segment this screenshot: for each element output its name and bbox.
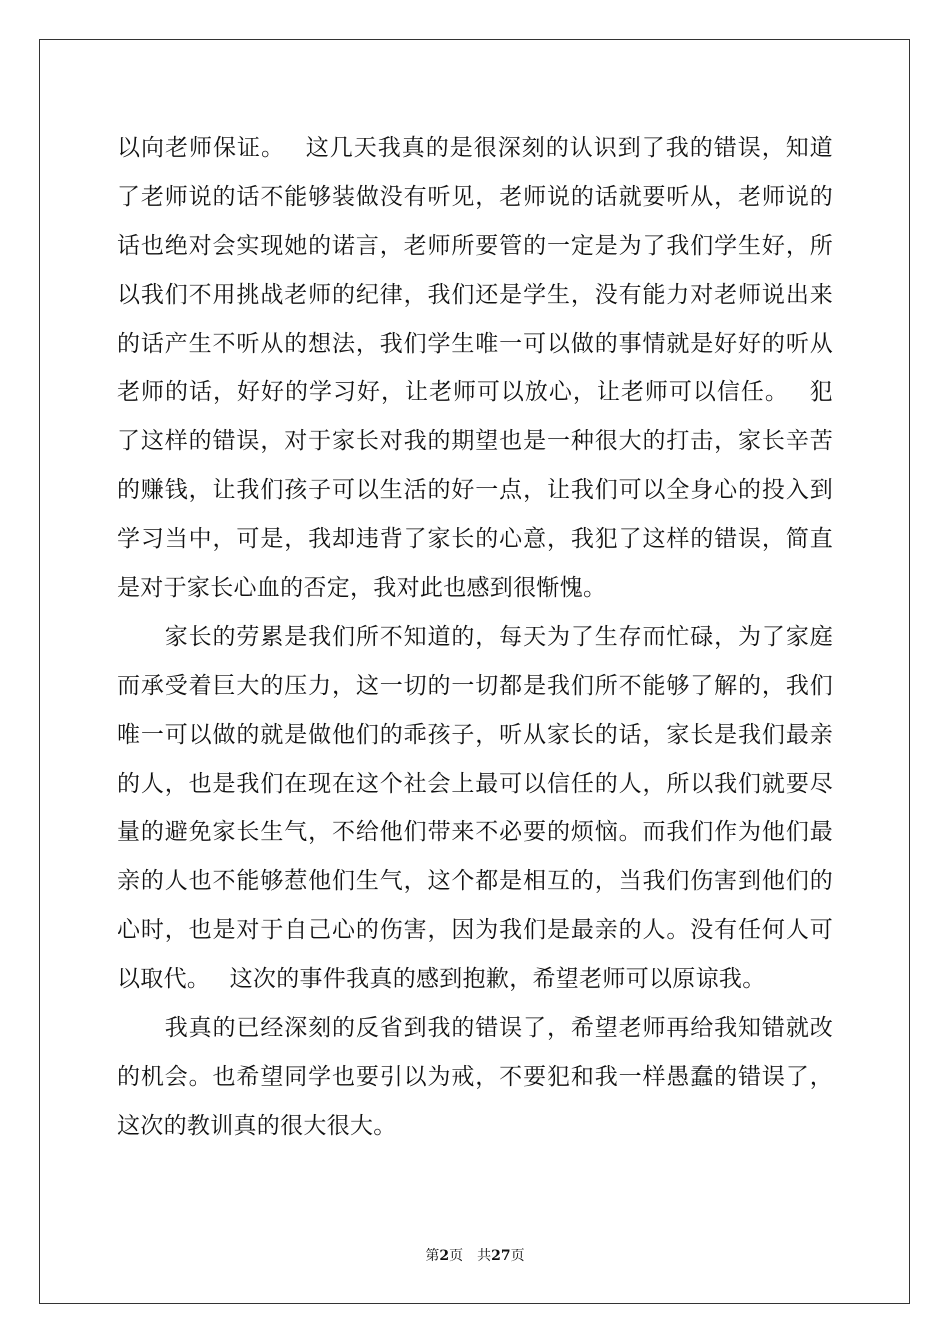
text-line: 了老师说的话不能够装做没有听见，老师说的话就要听从，老师说的 bbox=[117, 183, 833, 210]
text-line: 老师的话，好好的学习好，让老师可以放心，让老师可以信任。 犯 bbox=[117, 379, 833, 406]
text-line: 以我们不用挑战老师的纪律，我们还是学生，没有能力对老师说出来 bbox=[117, 281, 833, 308]
text-line: 了这样的错误，对于家长对我的期望也是一种很大的打击，家长辛苦 bbox=[117, 428, 833, 455]
page-suffix: 页 bbox=[449, 1248, 464, 1264]
text-line: 家长的劳累是我们所不知道的，每天为了生存而忙碌，为了家庭 bbox=[117, 623, 833, 650]
total-pages: 27 bbox=[491, 1248, 511, 1264]
text-line: 以取代。 这次的事件我真的感到抱歉，希望老师可以原谅我。 bbox=[117, 966, 766, 993]
text-line: 的话产生不听从的想法，我们学生唯一可以做的事情就是好好的听从 bbox=[117, 330, 833, 357]
text-line: 而承受着巨大的压力，这一切的一切都是我们所不能够了解的，我们 bbox=[117, 672, 833, 699]
page-footer bbox=[0, 1246, 950, 1266]
text-line: 唯一可以做的就是做他们的乖孩子，听从家长的话，家长是我们最亲 bbox=[117, 721, 833, 748]
text-line: 话也绝对会实现她的诺言，老师所要管的一定是为了我们学生好，所 bbox=[117, 232, 833, 259]
text-line: 以向老师保证。 这几天我真的是很深刻的认识到了我的错误，知道 bbox=[117, 135, 833, 161]
document-body bbox=[117, 124, 833, 1151]
total-prefix: 共 bbox=[477, 1248, 492, 1264]
text-line: 亲的人也不能够惹他们生气，这个都是相互的，当我们伤害到他们的 bbox=[117, 868, 833, 895]
text-line: 的赚钱，让我们孩子可以生活的好一点，让我们可以全身心的投入到 bbox=[117, 477, 833, 504]
text-line: 学习当中，可是，我却违背了家长的心意，我犯了这样的错误，简直 bbox=[117, 526, 833, 553]
text-line: 量的避免家长生气，不给他们带来不必要的烦恼。而我们作为他们最 bbox=[117, 819, 833, 846]
text-line: 的机会。也希望同学也要引以为戒，不要犯和我一样愚蠢的错误了， bbox=[117, 1063, 833, 1090]
text-line: 我真的已经深刻的反省到我的错误了，希望老师再给我知错就改 bbox=[117, 1015, 833, 1042]
text-line: 是对于家长心血的否定，我对此也感到很惭愧。 bbox=[117, 575, 607, 602]
text-line: 心时，也是对于自己心的伤害，因为我们是最亲的人。没有任何人可 bbox=[117, 917, 833, 944]
page-prefix: 第 bbox=[425, 1248, 440, 1264]
page-number: 2 bbox=[439, 1248, 450, 1264]
text-line: 的人，也是我们在现在这个社会上最可以信任的人，所以我们就要尽 bbox=[117, 770, 833, 797]
text-line: 这次的教训真的很大很大。 bbox=[117, 1112, 397, 1139]
total-suffix: 页 bbox=[510, 1248, 525, 1264]
